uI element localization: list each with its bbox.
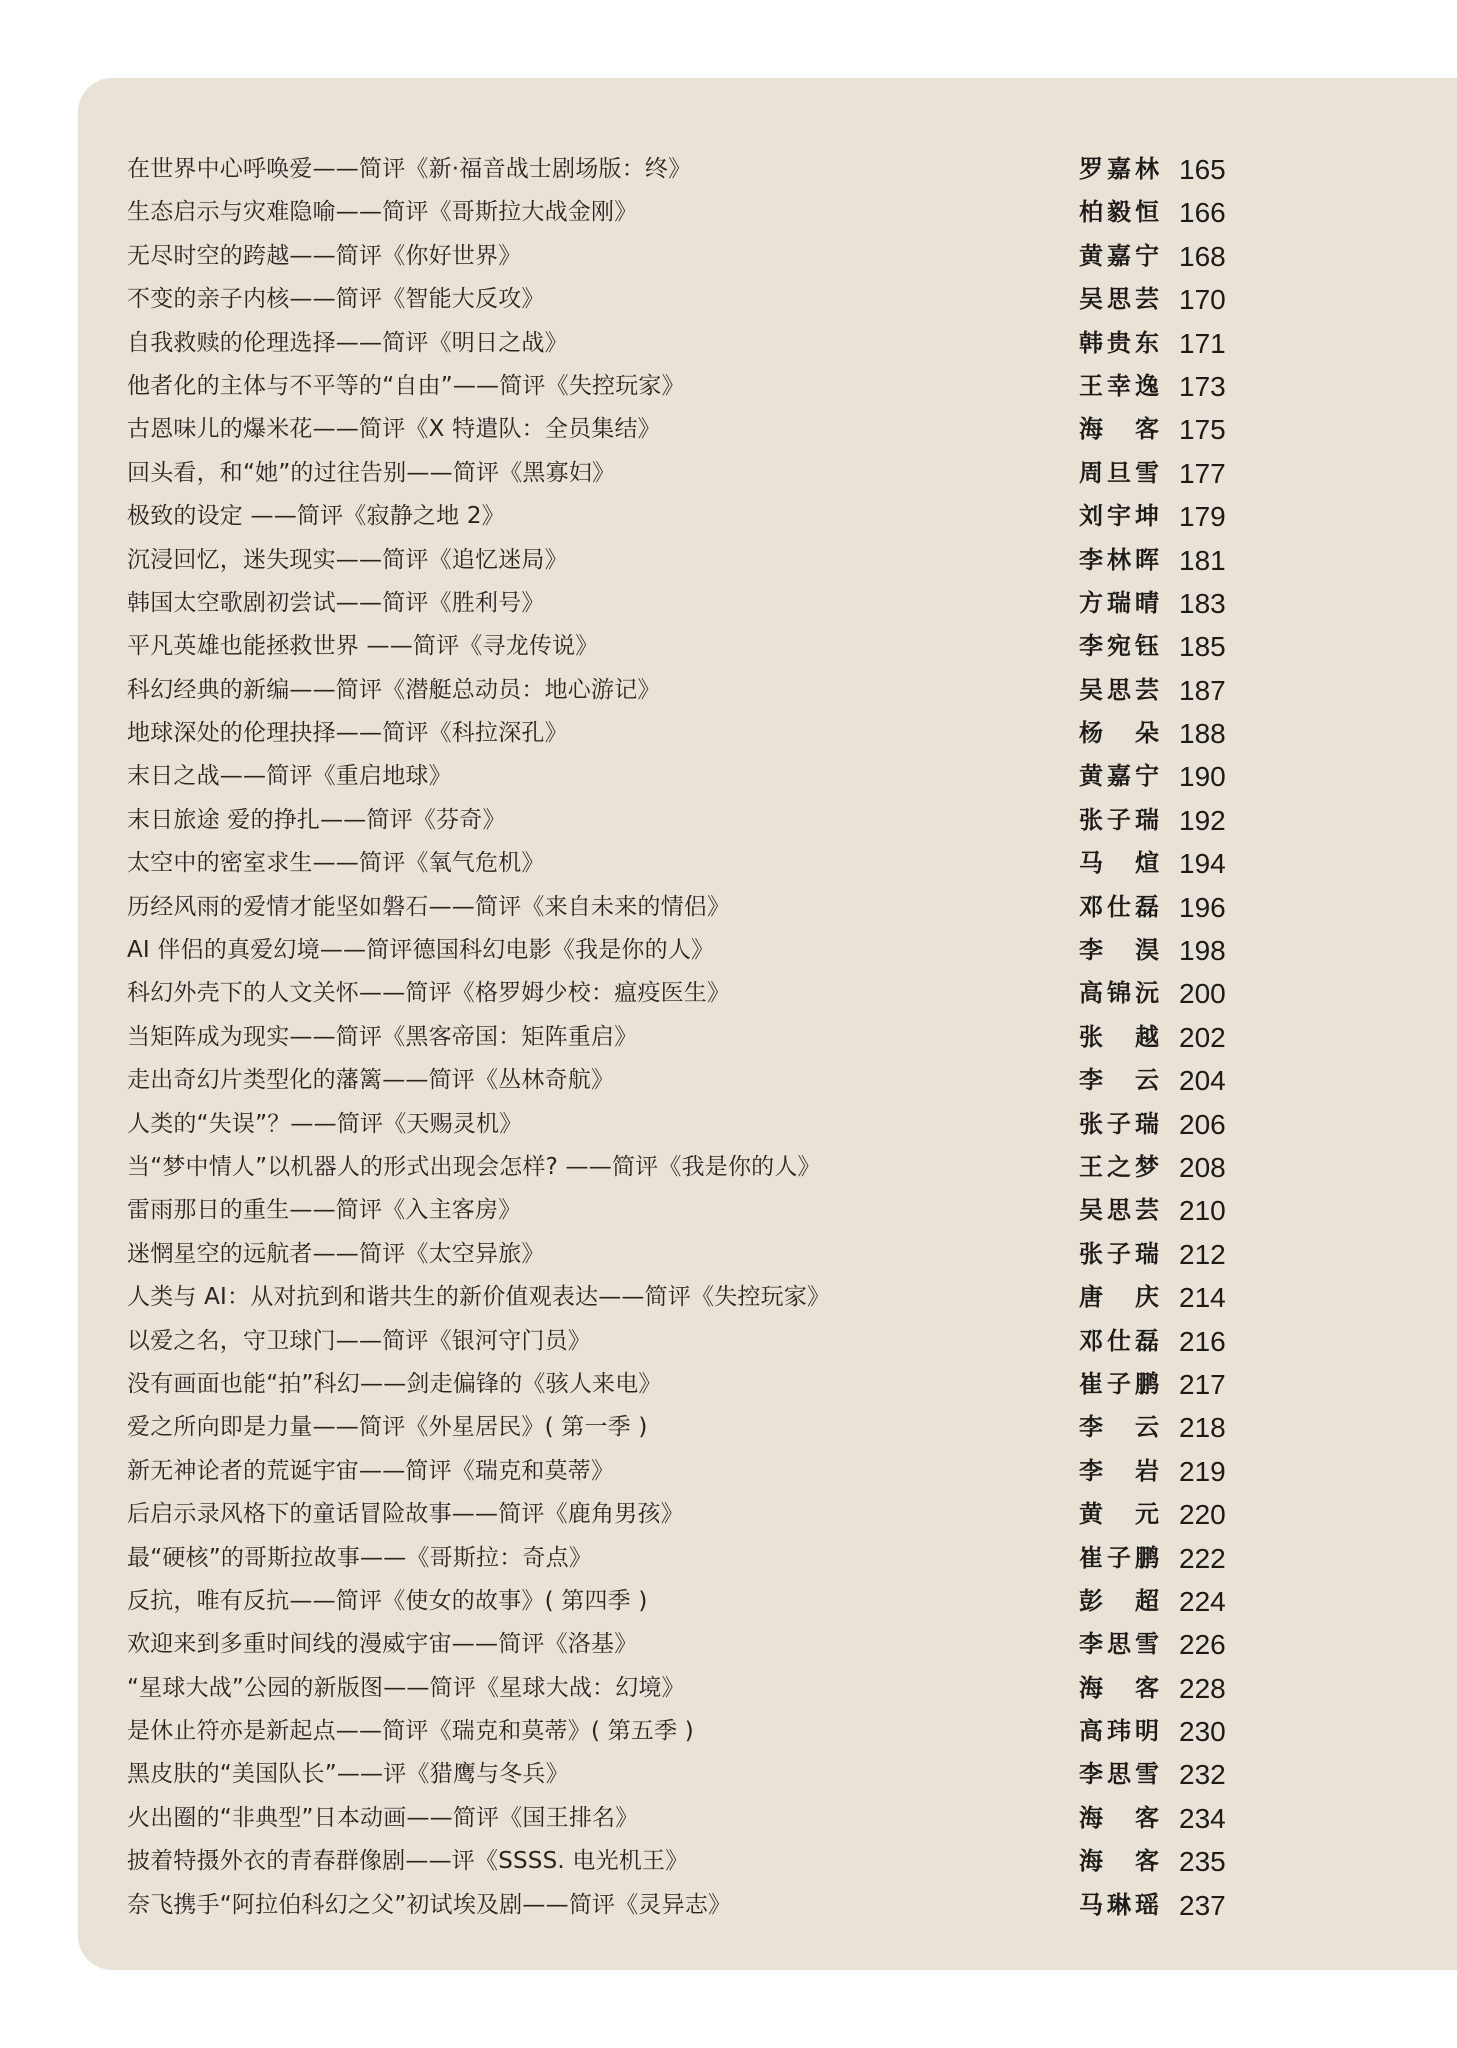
toc-entry xyxy=(127,886,1237,929)
entry-title: 平凡英雄也能拯救世界 ——简评《寻龙传说》 xyxy=(127,633,599,660)
entry-author: 刘宇坤 xyxy=(1079,502,1159,531)
toc-entry xyxy=(127,1103,1237,1146)
entry-title: 迷惘星空的远航者——简评《太空异旅》 xyxy=(127,1240,545,1267)
entry-author: 李思雪 xyxy=(1079,1760,1159,1789)
entry-page-number: 200 xyxy=(1179,978,1226,1010)
toc-entry xyxy=(127,1363,1237,1406)
entry-page-number: 210 xyxy=(1179,1195,1226,1227)
toc-entry xyxy=(127,972,1237,1015)
entry-author: 马琳瑶 xyxy=(1079,1890,1159,1919)
entry-author: 吴思芸 xyxy=(1079,285,1159,314)
entry-page-number: 187 xyxy=(1179,674,1226,706)
entry-author: 李 淏 xyxy=(1079,936,1159,965)
toc-entry xyxy=(127,1146,1237,1189)
entry-title: 不变的亲子内核——简评《智能大反攻》 xyxy=(127,286,545,313)
entry-title: 最“硬核”的哥斯拉故事——《哥斯拉：奇点》 xyxy=(127,1544,593,1571)
entry-page-number: 190 xyxy=(1179,761,1226,793)
entry-author: 黄嘉宁 xyxy=(1079,762,1159,791)
toc-entry xyxy=(127,1276,1237,1319)
entry-page-number: 204 xyxy=(1179,1065,1226,1097)
entry-title: “星球大战”公园的新版图——简评《星球大战：幻境》 xyxy=(127,1674,685,1701)
entry-author: 马 煊 xyxy=(1079,849,1159,878)
entry-page-number: 224 xyxy=(1179,1585,1226,1617)
entry-page-number: 170 xyxy=(1179,284,1226,316)
entry-title: 新无神论者的荒诞宇宙——简评《瑞克和莫蒂》 xyxy=(127,1457,615,1484)
toc-entry xyxy=(127,235,1237,278)
entry-title: 生态启示与灾难隐喻——简评《哥斯拉大战金刚》 xyxy=(127,199,638,226)
entry-author: 王之梦 xyxy=(1079,1152,1159,1181)
entry-author: 李林晖 xyxy=(1079,545,1159,574)
entry-page-number: 198 xyxy=(1179,935,1226,967)
entry-author: 彭 超 xyxy=(1079,1586,1159,1615)
entry-author: 罗嘉林 xyxy=(1079,155,1159,183)
toc-entry xyxy=(127,929,1237,972)
entry-page-number: 166 xyxy=(1179,197,1226,229)
toc-entry xyxy=(127,1450,1237,1493)
entry-author: 海 客 xyxy=(1079,415,1159,444)
entry-author: 李宛钰 xyxy=(1079,632,1159,661)
toc-entry xyxy=(127,1320,1237,1363)
entry-title: 沉浸回忆，迷失现实——简评《追忆迷局》 xyxy=(127,546,568,573)
toc-entry xyxy=(127,1840,1237,1883)
toc-entry xyxy=(127,842,1237,885)
entry-author: 周旦雪 xyxy=(1079,458,1159,487)
entry-page-number: 173 xyxy=(1179,370,1226,402)
toc-entry xyxy=(127,1753,1237,1796)
toc-entry xyxy=(127,1406,1237,1449)
entry-title: 欢迎来到多重时间线的漫威宇宙——简评《洛基》 xyxy=(127,1631,638,1658)
entry-author: 柏毅恒 xyxy=(1079,198,1159,227)
entry-page-number: 185 xyxy=(1179,631,1226,663)
toc-entry xyxy=(127,452,1237,495)
toc-entry xyxy=(127,539,1237,582)
entry-title: 以爱之名，守卫球门——简评《银河守门员》 xyxy=(127,1327,591,1354)
entry-author: 韩贵东 xyxy=(1079,328,1159,357)
entry-title: 火出圈的“非典型”日本动画——简评《国王排名》 xyxy=(127,1804,639,1831)
toc-entry xyxy=(127,755,1237,798)
toc-entry xyxy=(127,365,1237,408)
entry-title: 人类的“失误”？——简评《天赐灵机》 xyxy=(127,1110,523,1137)
entry-title: 无尽时空的跨越——简评《你好世界》 xyxy=(127,242,522,269)
entry-page-number: 220 xyxy=(1179,1499,1226,1531)
entry-author: 崔子鹏 xyxy=(1079,1369,1159,1398)
entry-page-number: 177 xyxy=(1179,457,1226,489)
entry-page-number: 175 xyxy=(1179,414,1226,446)
table-of-contents xyxy=(127,148,1237,1927)
entry-title: 在世界中心呼唤爱——简评《新·福音战士剧场版：终》 xyxy=(127,156,692,182)
toc-entry xyxy=(127,1233,1237,1276)
entry-page-number: 165 xyxy=(1179,154,1226,185)
entry-title: 末日旅途 爱的挣扎——简评《芬奇》 xyxy=(127,806,506,833)
entry-title: 人类与 AI：从对抗到和谐共生的新价值观表达——简评《失控玩家》 xyxy=(127,1284,831,1311)
toc-entry xyxy=(127,148,1237,191)
entry-page-number: 217 xyxy=(1179,1368,1226,1400)
entry-author: 方瑞晴 xyxy=(1079,588,1159,617)
entry-page-number: 234 xyxy=(1179,1802,1226,1834)
entry-page-number: 202 xyxy=(1179,1021,1226,1053)
entry-page-number: 171 xyxy=(1179,327,1226,359)
toc-entry xyxy=(127,1493,1237,1536)
entry-author: 海 客 xyxy=(1079,1803,1159,1832)
entry-title: 古恩味儿的爆米花——简评《X 特遣队：全员集结》 xyxy=(127,416,661,443)
toc-entry xyxy=(127,1016,1237,1059)
entry-title: 回头看，和“她”的过往告别——简评《黑寡妇》 xyxy=(127,459,616,486)
entry-page-number: 222 xyxy=(1179,1542,1226,1574)
entry-page-number: 208 xyxy=(1179,1151,1226,1183)
entry-author: 黄 元 xyxy=(1079,1500,1159,1529)
toc-entry xyxy=(127,1623,1237,1666)
toc-entry xyxy=(127,1797,1237,1840)
entry-title: 雷雨那日的重生——简评《入主客房》 xyxy=(127,1197,522,1224)
toc-entry xyxy=(127,1059,1237,1102)
toc-entry xyxy=(127,408,1237,451)
toc-entry xyxy=(127,582,1237,625)
entry-author: 吴思芸 xyxy=(1079,675,1159,704)
entry-title: 韩国太空歌剧初尝试——简评《胜利号》 xyxy=(127,589,545,616)
toc-entry xyxy=(127,278,1237,321)
toc-entry xyxy=(127,1710,1237,1753)
entry-page-number: 214 xyxy=(1179,1282,1226,1314)
toc-entry xyxy=(127,1580,1237,1623)
entry-author: 海 客 xyxy=(1079,1673,1159,1702)
entry-title: 末日之战——简评《重启地球》 xyxy=(127,763,452,790)
toc-entry xyxy=(127,322,1237,365)
toc-entry xyxy=(127,495,1237,538)
toc-entry xyxy=(127,191,1237,234)
entry-title: 当矩阵成为现实——简评《黑客帝国：矩阵重启》 xyxy=(127,1023,638,1050)
toc-entry xyxy=(127,712,1237,755)
entry-title: 爱之所向即是力量——简评《外星居民》( 第一季 ) xyxy=(127,1414,648,1441)
toc-entry xyxy=(127,625,1237,668)
entry-page-number: 228 xyxy=(1179,1672,1226,1704)
entry-title: 没有画面也能“拍”科幻——剑走偏锋的《骇人来电》 xyxy=(127,1370,662,1397)
entry-page-number: 235 xyxy=(1179,1846,1226,1878)
entry-author: 王幸逸 xyxy=(1079,371,1159,400)
entry-author: 张 越 xyxy=(1079,1022,1159,1051)
entry-page-number: 181 xyxy=(1179,544,1226,576)
entry-author: 邓仕磊 xyxy=(1079,1326,1159,1355)
entry-page-number: 232 xyxy=(1179,1759,1226,1791)
entry-page-number: 219 xyxy=(1179,1455,1226,1487)
entry-title: 奈飞携手“阿拉伯科幻之父”初试埃及剧——简评《灵异志》 xyxy=(127,1891,732,1918)
entry-author: 张子瑞 xyxy=(1079,1239,1159,1268)
entry-title: 披着特摄外衣的青春群像剧——评《SSSS. 电光机王》 xyxy=(127,1848,689,1875)
toc-entry xyxy=(127,1537,1237,1580)
entry-title: 黑皮肤的“美国队长”——评《猎鹰与冬兵》 xyxy=(127,1761,569,1788)
entry-author: 海 客 xyxy=(1079,1847,1159,1876)
entry-author: 邓仕磊 xyxy=(1079,892,1159,921)
entry-title: 地球深处的伦理抉择——简评《科拉深孔》 xyxy=(127,720,568,747)
entry-author: 黄嘉宁 xyxy=(1079,241,1159,270)
toc-entry xyxy=(127,669,1237,712)
entry-title: 历经风雨的爱情才能坚如磐石——简评《来自未来的情侣》 xyxy=(127,893,731,920)
entry-title: AI 伴侣的真爱幻境——简评德国科幻电影《我是你的人》 xyxy=(127,937,715,964)
toc-entry xyxy=(127,1667,1237,1710)
entry-author: 杨 朵 xyxy=(1079,719,1159,748)
entry-title: 反抗，唯有反抗——简评《使女的故事》( 第四季 ) xyxy=(127,1587,648,1614)
entry-title: 科幻经典的新编——简评《潜艇总动员：地心游记》 xyxy=(127,676,661,703)
entry-page-number: 183 xyxy=(1179,587,1226,619)
toc-entry xyxy=(127,1884,1237,1927)
entry-title: 自我救赎的伦理选择——简评《明日之战》 xyxy=(127,329,568,356)
entry-author: 唐 庆 xyxy=(1079,1283,1159,1312)
entry-author: 张子瑞 xyxy=(1079,805,1159,834)
entry-title: 后启示录风格下的童话冒险故事——简评《鹿角男孩》 xyxy=(127,1501,684,1528)
entry-author: 李 岩 xyxy=(1079,1456,1159,1485)
entry-page-number: 216 xyxy=(1179,1325,1226,1357)
entry-author: 高锦沅 xyxy=(1079,979,1159,1008)
entry-page-number: 218 xyxy=(1179,1412,1226,1444)
entry-page-number: 226 xyxy=(1179,1629,1226,1661)
entry-title: 是休止符亦是新起点——简评《瑞克和莫蒂》( 第五季 ) xyxy=(127,1718,694,1745)
entry-page-number: 206 xyxy=(1179,1108,1226,1140)
entry-page-number: 230 xyxy=(1179,1716,1226,1748)
entry-title: 太空中的密室求生——简评《氧气危机》 xyxy=(127,850,545,877)
entry-title: 当“梦中情人”以机器人的形式出现会怎样? ——简评《我是你的人》 xyxy=(127,1153,821,1180)
entry-title: 极致的设定 ——简评《寂静之地 2》 xyxy=(127,503,505,530)
toc-entry xyxy=(127,799,1237,842)
entry-author: 崔子鹏 xyxy=(1079,1543,1159,1572)
entry-title: 走出奇幻片类型化的藩篱——简评《丛林奇航》 xyxy=(127,1067,615,1094)
entry-page-number: 168 xyxy=(1179,240,1226,272)
entry-author: 李 云 xyxy=(1079,1413,1159,1442)
entry-page-number: 188 xyxy=(1179,718,1226,750)
entry-page-number: 192 xyxy=(1179,804,1226,836)
entry-page-number: 212 xyxy=(1179,1238,1226,1270)
entry-page-number: 237 xyxy=(1179,1889,1226,1921)
entry-author: 李思雪 xyxy=(1079,1630,1159,1659)
entry-page-number: 179 xyxy=(1179,501,1226,533)
toc-entry xyxy=(127,1189,1237,1232)
entry-author: 高玮明 xyxy=(1079,1717,1159,1746)
entry-title: 科幻外壳下的人文关怀——简评《格罗姆少校：瘟疫医生》 xyxy=(127,980,731,1007)
entry-page-number: 196 xyxy=(1179,891,1226,923)
entry-author: 吴思芸 xyxy=(1079,1196,1159,1225)
entry-page-number: 194 xyxy=(1179,848,1226,880)
entry-author: 李 云 xyxy=(1079,1066,1159,1095)
entry-author: 张子瑞 xyxy=(1079,1109,1159,1138)
entry-title: 他者化的主体与不平等的“自由”——简评《失控玩家》 xyxy=(127,372,685,399)
